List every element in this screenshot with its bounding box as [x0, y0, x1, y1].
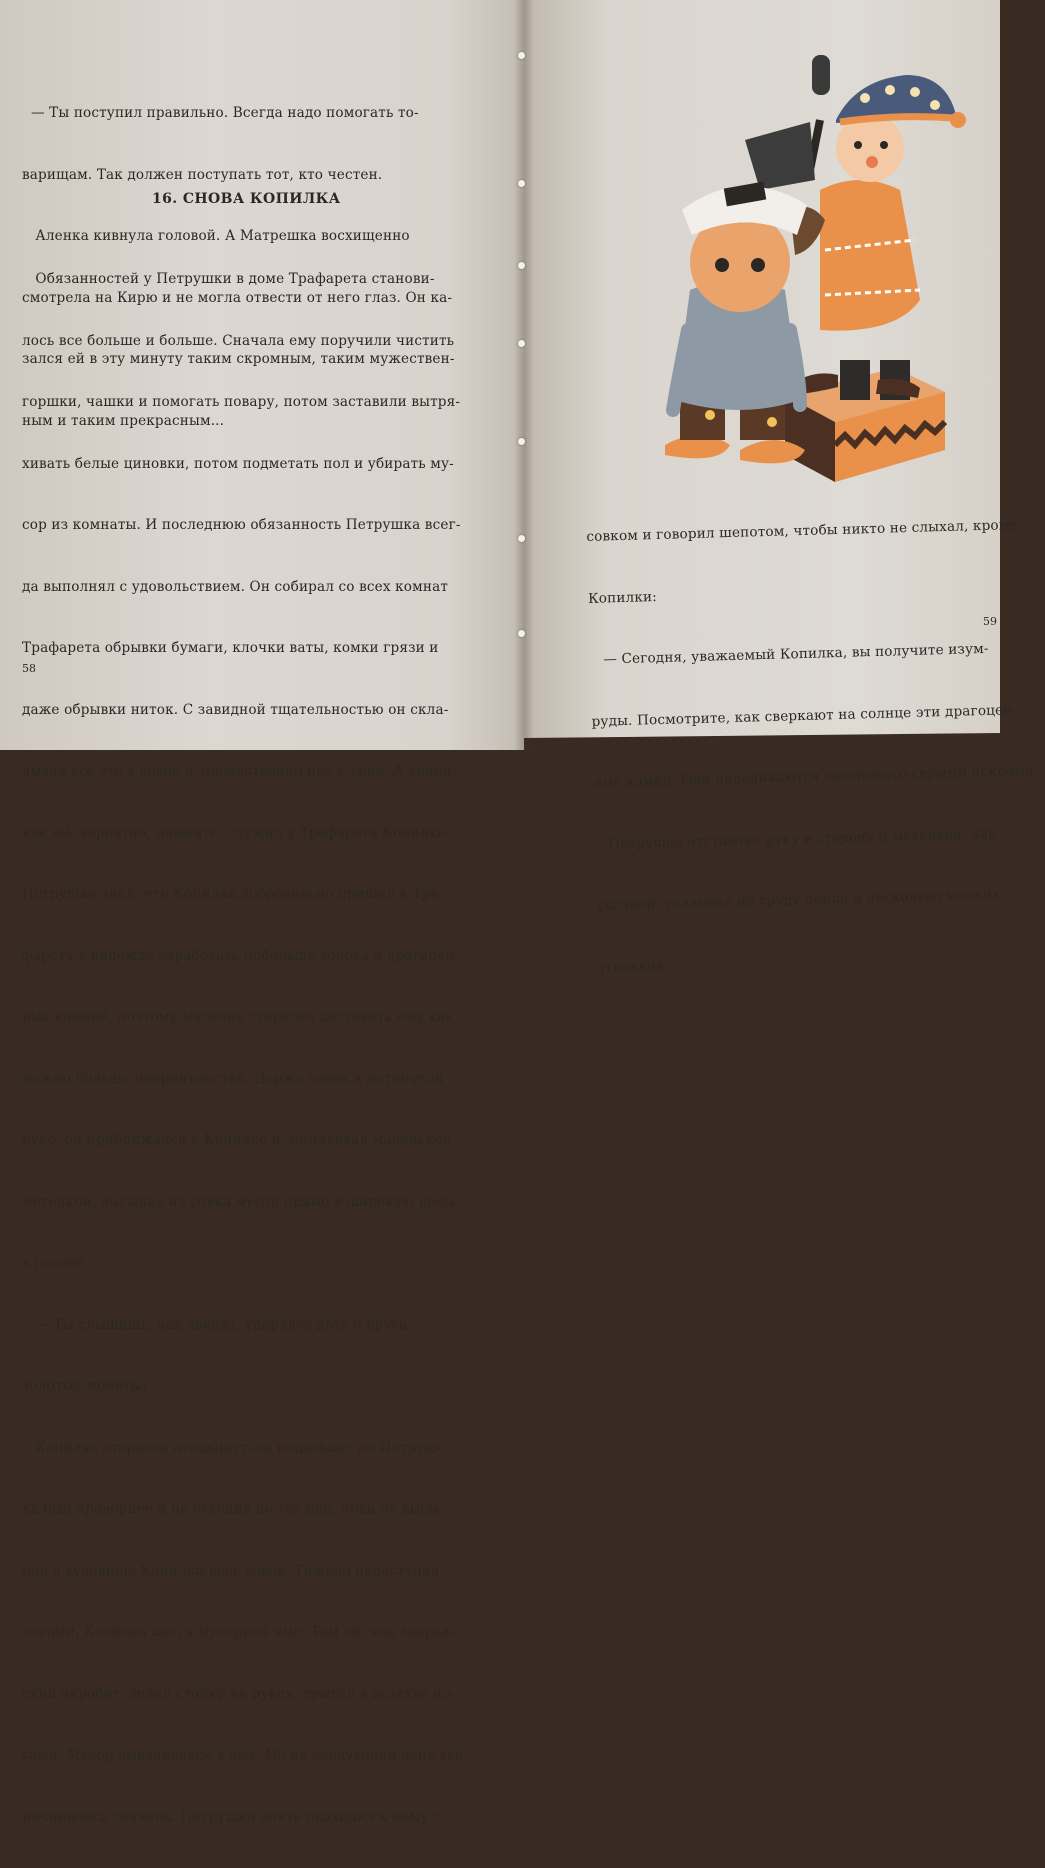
text-line: в голове. [22, 1255, 88, 1271]
text-line: ский акробат, делал стойку на руках, дрыгал в воздухе но- [22, 1685, 455, 1702]
text-line: ные камни. Они переливаются зеленовато-серыми искрами. [593, 762, 1039, 791]
right-body-text [585, 474, 1045, 1019]
text-line: можно больше неприятностей. Держа совок в вытянутой [22, 1070, 444, 1087]
text-line: указкой, указывал на груду пепла и несколько мелких [596, 886, 1000, 914]
text-line: лось все больше и больше. Сначала ему поручили чистить [22, 332, 455, 349]
text-line: Петрушка отставлял руку в сторону и метелкой, как [594, 825, 998, 853]
text-line: золотые монеты? [22, 1378, 149, 1394]
text-line: сор из комнаты. И последнюю обязанность Петрушка всег- [22, 517, 461, 533]
text-line: метелкой, высыпал из совка мусор прямо в широкую щель [22, 1193, 457, 1210]
text-line: как вы, вероятно, помните, служил у Трафарета Копилка. [22, 824, 451, 841]
text-line: дывал все это в совок и торжественно нес к урне. А урной, [22, 763, 457, 779]
binding-stitch [518, 535, 525, 542]
text-line: ка был проворнее и не отходил до тех пор, пока не высы- [22, 1501, 444, 1517]
text-line: хивать белые циновки, потом подметать пол и убирать му- [22, 455, 454, 472]
book-gutter [514, 0, 534, 750]
text-line: — Ты поступил правильно. Всегда надо помогать то- [22, 105, 419, 121]
text-line: варищам. Так должен поступать тот, кто честен. [22, 166, 383, 183]
binding-stitch [518, 52, 525, 59]
text-line: Копилка старался отодвинуться подальше, но Петруш- [22, 1439, 442, 1456]
text-line: смотрела на Кирю и не могла отвести от него глаз. Он ка- [22, 289, 453, 306]
text-line: — Сегодня, уважаемый Копилка, вы получите изум- [589, 640, 989, 668]
left-body-text [22, 228, 463, 1868]
text-line: ных камней, поэтому мальчик старался доставить ему как [22, 1009, 454, 1025]
chapter-heading: 16. СНОВА КОПИЛКА [152, 191, 341, 207]
binding-stitch [518, 262, 525, 269]
text-line: пал в туловище Копилки весь совок. Тяжело переступая [22, 1562, 440, 1579]
text-line: начиналось сначала. Петрушка опять подходил к нему с [22, 1808, 441, 1825]
page-number-left: 58 [22, 662, 36, 675]
text-line: гами. Мусор вываливался в яму. Но на следующий день все [22, 1747, 464, 1763]
text-line: Петрушка знал, что Копилка добровольно пришел к Тра- [22, 886, 444, 902]
binding-stitch [518, 180, 525, 187]
text-line: совком и говорил шепотом, чтобы никто не слыхал, кроме [586, 516, 1018, 545]
text-line: ным и таким прекрасным... [22, 412, 225, 429]
petrushka-kopilka-illustration [640, 50, 980, 490]
binding-stitch [518, 340, 525, 347]
text-line: — Ты слышишь, как звенят, ударяясь друг о друга, [22, 1316, 412, 1333]
binding-stitch [518, 630, 525, 637]
text-line: угольков. [598, 957, 668, 976]
text-line: руды. Посмотрите, как сверкают на солнце эти драгоцен- [591, 701, 1018, 730]
text-line: фарету в надежде заработать побольше золота и драгоцен- [22, 947, 460, 964]
text-line: Обязанностей у Петрушки в доме Трафарета станови- [22, 271, 435, 287]
page-number-right: 59 [983, 615, 997, 628]
text-line: Аленка кивнула головой. А Матрешка восхищенно [22, 228, 410, 244]
text-line: Копилки: [587, 588, 658, 607]
text-line: ногами, Копилка шел к мусорной яме. Там он, как заправ- [22, 1624, 455, 1640]
text-line: зался ей в эту минуту таким скромным, таким мужествен- [22, 351, 455, 367]
text-line: даже обрывки ниток. С завидной тщательностью он скла- [22, 701, 449, 718]
binding-stitch [518, 438, 525, 445]
text-line: Трафарета обрывки бумаги, клочки ваты, комки грязи и [22, 640, 439, 656]
text-line: да выполнял с удовольствием. Он собирал со всех комнат [22, 578, 448, 595]
text-line: руке, он приближался к Копилке и, помахивая маленькой [22, 1132, 452, 1148]
text-line: горшки, чашки и помогать повару, потом заставили вытря- [22, 394, 461, 410]
